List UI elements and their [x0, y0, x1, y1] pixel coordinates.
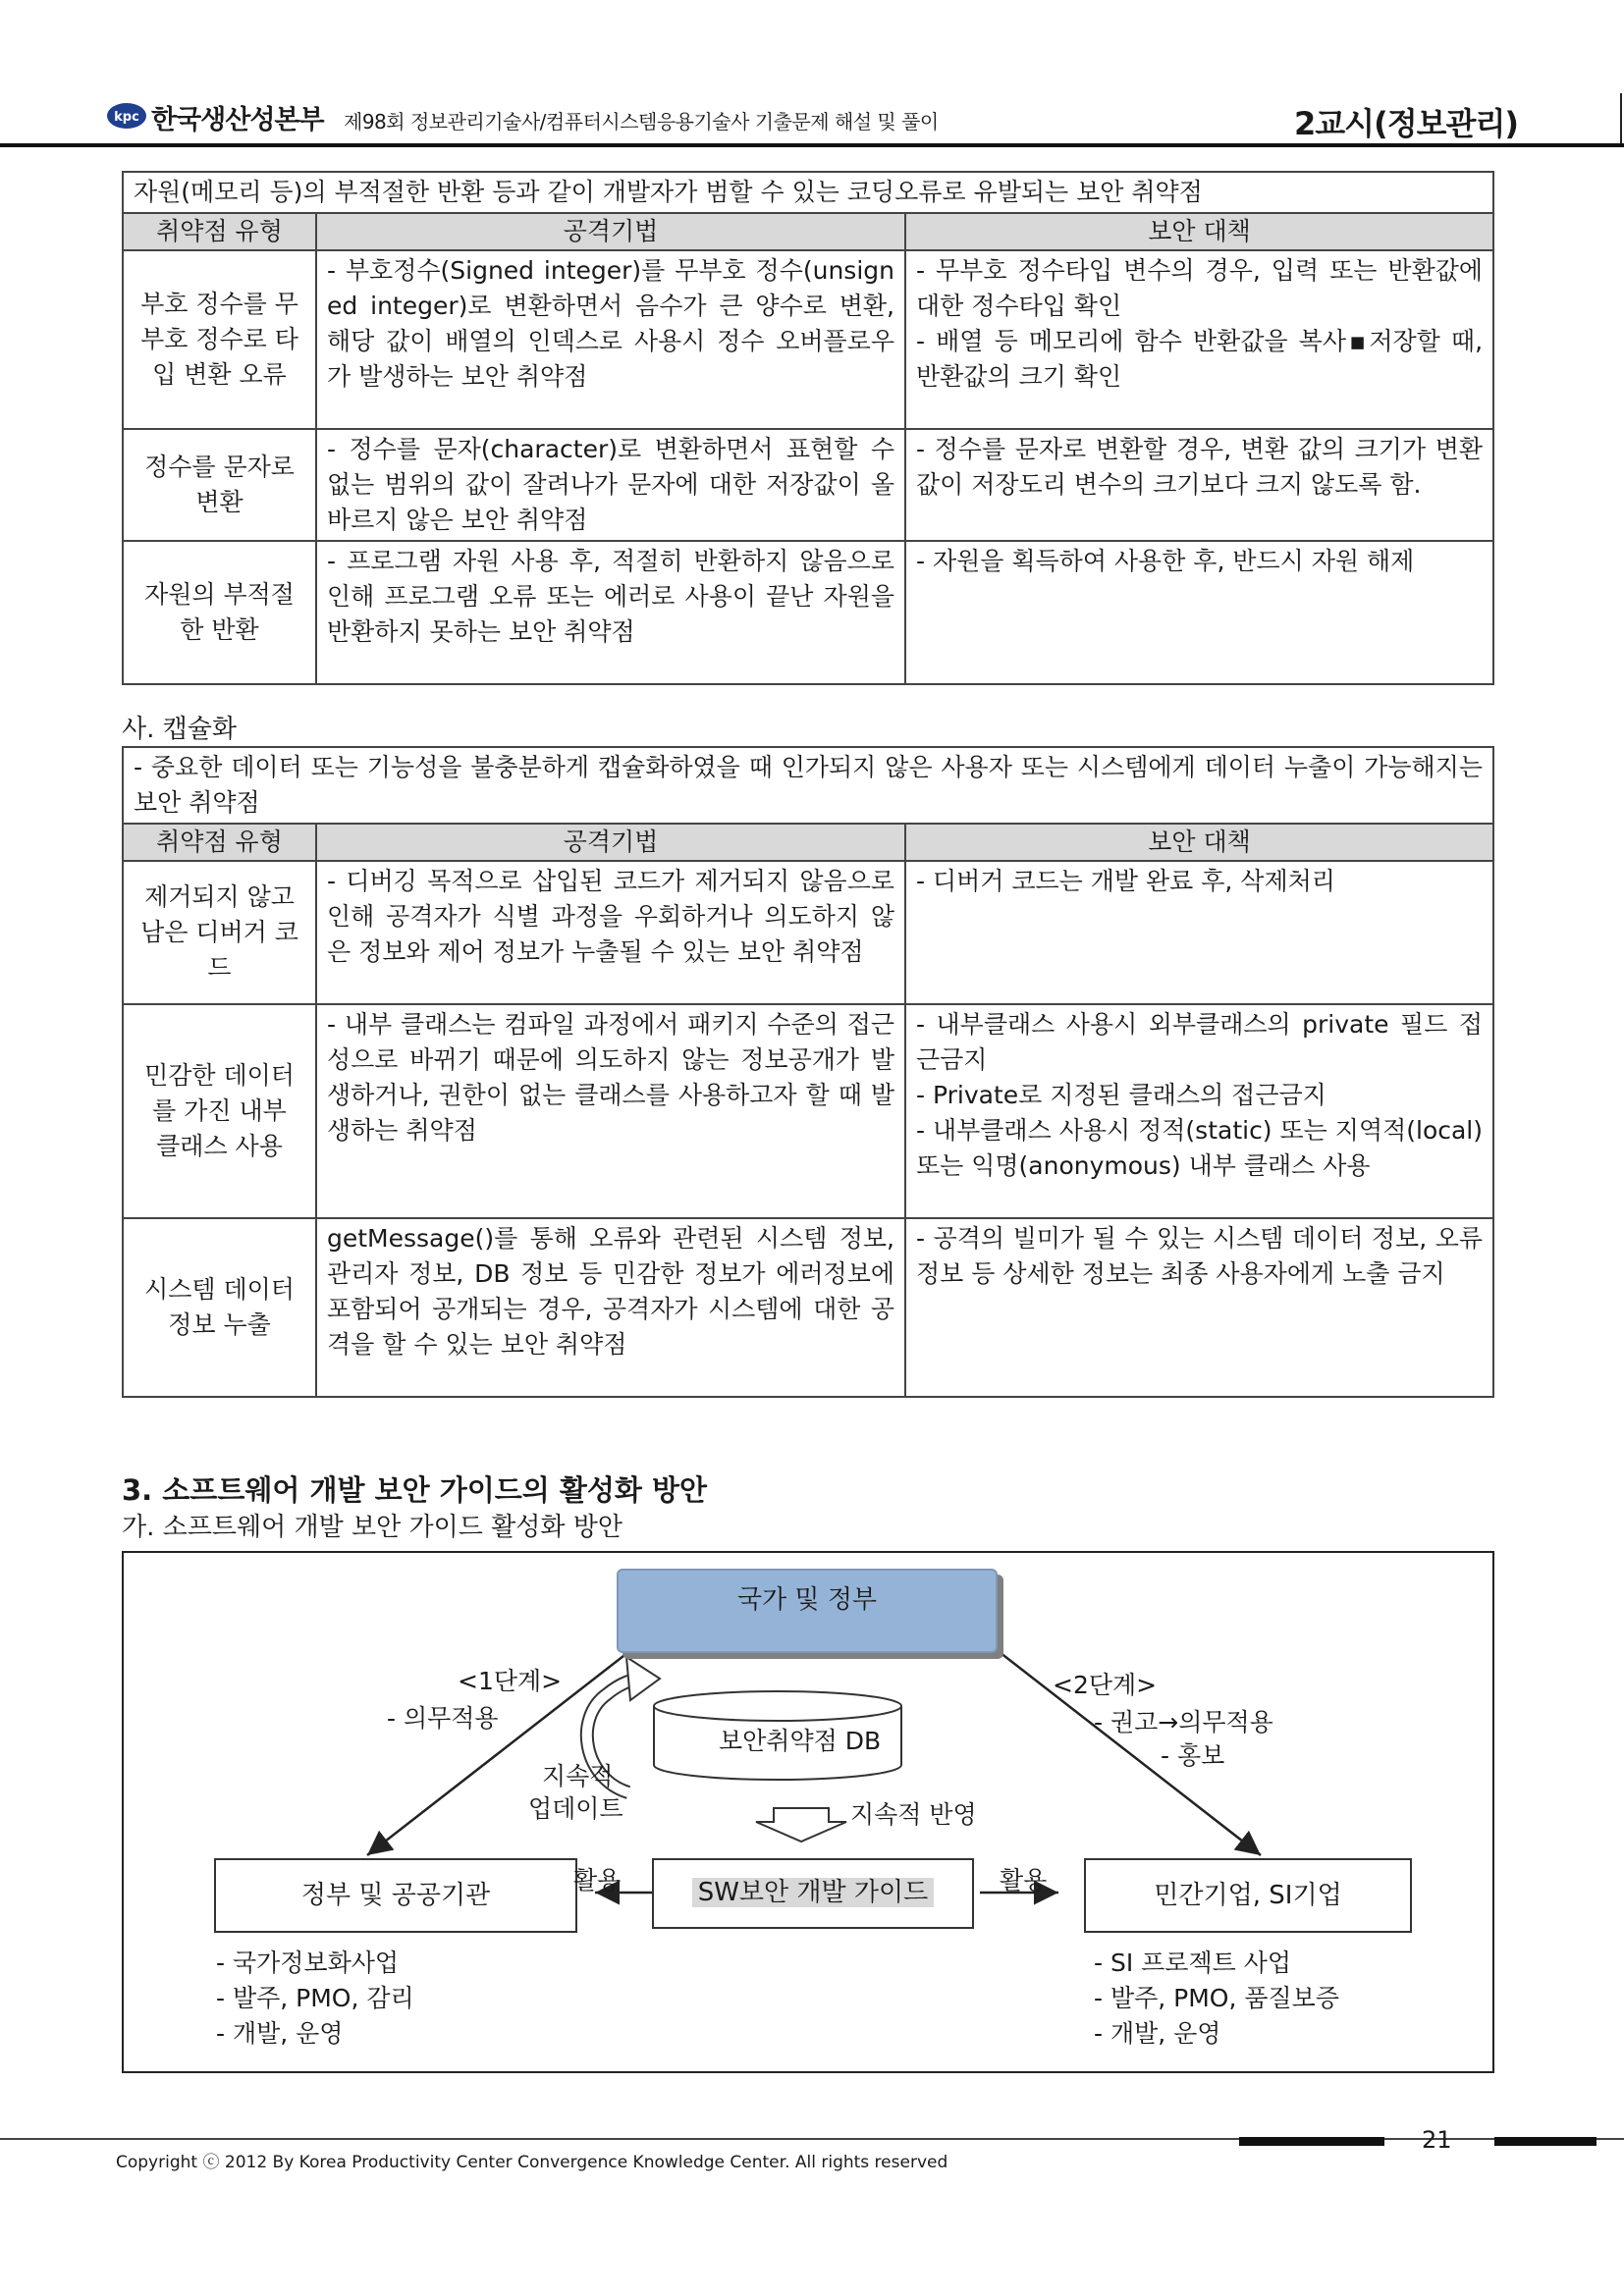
- countermeasure: [905, 429, 1493, 541]
- private-tasks-list: [1094, 1946, 1339, 2052]
- header-rule: [0, 143, 1624, 147]
- vuln-type: 부호 정수를 무부호 정수로 타입 변환 오류: [123, 250, 316, 429]
- countermeasure-line: - 무부호 정수타입 변수의 경우, 입력 또는 반환값에 대한 정수타입 확인: [916, 256, 1484, 320]
- vulnerability-table-resource: [122, 171, 1494, 685]
- page-number: 21: [1422, 2126, 1452, 2154]
- countermeasure-line: - 내부클래스 사용시 정적(static) 또는 지역적(local) 또는 익명(anonymous) 내부 클래스 사용: [916, 1116, 1484, 1180]
- table-description-row: [123, 747, 1493, 824]
- table-header-row: [123, 213, 1493, 250]
- svg-text:kpc: kpc: [114, 110, 139, 125]
- db-label: 보안취약점 DB: [719, 1727, 882, 1755]
- table-row: [123, 541, 1493, 684]
- reflect-label: 지속적 반영: [850, 1800, 977, 1829]
- header-defense: 보안 대책: [905, 213, 1493, 250]
- section-title: 3. 소프트웨어 개발 보안 가이드의 활성화 방안: [122, 1473, 708, 1507]
- box-national-government: 국가 및 정부: [617, 1569, 998, 1653]
- countermeasure: [905, 1218, 1493, 1397]
- table-description: 자원(메모리 등)의 부적절한 반환 등과 같이 개발자가 범할 수 있는 코딩오류로 유발되는 보안 취약점: [123, 172, 1493, 213]
- organization-name: 한국생산성본부: [151, 105, 324, 135]
- table-row: [123, 1218, 1493, 1397]
- list-item: - 발주, PMO, 감리: [216, 1984, 414, 2012]
- attack-technique: - 디버깅 목적으로 삽입된 코드가 제거되지 않음으로 인해 공격자가 식별 과정을 우회하거나 의도하지 않은 정보와 제어 정보가 누출될 수 있는 보안 취약점: [316, 861, 905, 1004]
- stage1-item: - 의무적용: [387, 1704, 499, 1733]
- section-label-encapsulation: 사. 캡슐화: [122, 715, 237, 744]
- list-item: - 국가정보화사업: [216, 1949, 400, 1977]
- footer-bar-left: [1239, 2137, 1384, 2146]
- countermeasure: [905, 861, 1493, 1004]
- countermeasure-line: - Private로 지정된 클래스의 접근금지: [916, 1081, 1326, 1109]
- header-attack: 공격기법: [316, 213, 905, 250]
- table-header-row: [123, 824, 1493, 861]
- table-description: - 중요한 데이터 또는 기능성을 불충분하게 캡슐화하였을 때 인가되지 않은 사용자 또는 시스템에게 데이터 누출이 가능해지는 보안 취약점: [123, 747, 1493, 824]
- government-tasks-list: [216, 1946, 414, 2052]
- vuln-type: 민감한 데이터를 가진 내부 클래스 사용: [123, 1004, 316, 1218]
- box-sw-security-guide: [652, 1858, 974, 1929]
- box-government-agencies: 정부 및 공공기관: [214, 1858, 577, 1933]
- section-subtitle: 가. 소프트웨어 개발 보안 가이드 활성화 방안: [122, 1513, 623, 1542]
- attack-technique: - 부호정수(Signed integer)를 무부호 정수(unsigned integer)로 변환하면서 음수가 큰 양수로 변환, 해당 값이 배열의 인덱스로 사용시 정수 오버플로우가 발생하는 보안 취약점: [316, 250, 905, 429]
- update-label-2: 업데이트: [528, 1794, 623, 1823]
- countermeasure: [905, 250, 1493, 429]
- table-row: [123, 1004, 1493, 1218]
- countermeasure-line: - 내부클래스 사용시 외부클래스의 private 필드 접근금지: [916, 1010, 1484, 1074]
- down-arrow-icon: [756, 1808, 846, 1842]
- list-item: - 개발, 운영: [1094, 2019, 1221, 2048]
- box-private-companies: 민간기업, SI기업: [1084, 1858, 1412, 1933]
- countermeasure: [905, 541, 1493, 684]
- copyright: Copyright ⓒ 2012 By Korea Productivity Center Convergence Knowledge Center. All rights reserved: [116, 2153, 948, 2172]
- attack-technique: - 내부 클래스는 컴파일 과정에서 패키지 수준의 접근성으로 바뀌기 때문에 의도하지 않는 정보공개가 발생하거나, 권한이 없는 클래스를 사용하고자 할 때 발생하는 취약점: [316, 1004, 905, 1218]
- list-item: - 개발, 운영: [216, 2019, 344, 2048]
- vulnerability-table-encapsulation: [122, 746, 1494, 1398]
- countermeasure-line: - 디버거 코드는 개발 완료 후, 삭제처리: [916, 867, 1335, 895]
- countermeasure-line: - 자원을 획득하여 사용한 후, 반드시 자원 해제: [916, 547, 1415, 575]
- document-title: 제98회 정보관리기술사/컴퓨터시스템응용기술사 기출문제 해설 및 풀이: [344, 110, 939, 133]
- header-type: 취약점 유형: [123, 824, 316, 861]
- kpc-logo: [106, 102, 147, 130]
- attack-technique: getMessage()를 통해 오류와 관련된 시스템 정보, 관리자 정보, DB 정보 등 민감한 정보가 에러정보에 포함되어 공개되는 경우, 공격자가 시스템에 대한 공격을 할 수 있는 보안 취약점: [316, 1218, 905, 1397]
- vuln-type: 자원의 부적절한 반환: [123, 541, 316, 684]
- vuln-type: 시스템 데이터 정보 누출: [123, 1218, 316, 1397]
- table-row: [123, 429, 1493, 541]
- header-badge: 2교시(정보관리): [1294, 105, 1518, 142]
- countermeasure-line: - 공격의 빌미가 될 수 있는 시스템 데이터 정보, 오류정보 등 상세한 정보는 최종 사용자에게 노출 금지: [916, 1224, 1484, 1288]
- stage2-item-1: - 권고→의무적용: [1094, 1708, 1273, 1736]
- sw-guide-label: SW보안 개발 가이드: [692, 1878, 935, 1907]
- table-row: [123, 861, 1493, 1004]
- attack-technique: - 프로그램 자원 사용 후, 적절히 반환하지 않음으로 인해 프로그램 오류 또는 에러로 사용이 끝난 자원을 반환하지 못하는 보안 취약점: [316, 541, 905, 684]
- vuln-type: 정수를 문자로 변환: [123, 429, 316, 541]
- countermeasure-line: - 정수를 문자로 변환할 경우, 변환 값의 크기가 변환 값이 저장도리 변수의 크기보다 크지 않도록 함.: [916, 435, 1484, 499]
- countermeasure: [905, 1004, 1493, 1218]
- header-attack: 공격기법: [316, 824, 905, 861]
- use-label-left: 활용: [573, 1866, 622, 1895]
- table-description-row: [123, 172, 1493, 213]
- update-label-1: 지속적: [542, 1762, 614, 1790]
- attack-technique: - 정수를 문자(character)로 변환하면서 표현할 수 없는 범위의 값이 잘려나가 문자에 대한 저장값이 올바르지 않은 보안 취약점: [316, 429, 905, 541]
- header-defense: 보안 대책: [905, 824, 1493, 861]
- vuln-type: 제거되지 않고 남은 디버거 코드: [123, 861, 316, 1004]
- header-type: 취약점 유형: [123, 213, 316, 250]
- countermeasure-line: - 배열 등 메모리에 함수 반환값을 복사▪저장할 때, 반환값의 크기 확인: [916, 327, 1484, 391]
- table-row: [123, 250, 1493, 429]
- use-label-right: 활용: [1000, 1866, 1048, 1895]
- list-item: - SI 프로젝트 사업: [1094, 1949, 1292, 1977]
- stage1-label: <1단계>: [458, 1667, 563, 1695]
- footer-bar-right: [1494, 2137, 1597, 2146]
- list-item: - 발주, PMO, 품질보증: [1094, 1984, 1339, 2012]
- stage2-item-2: - 홍보: [1161, 1741, 1225, 1770]
- stage2-label: <2단계>: [1053, 1671, 1158, 1699]
